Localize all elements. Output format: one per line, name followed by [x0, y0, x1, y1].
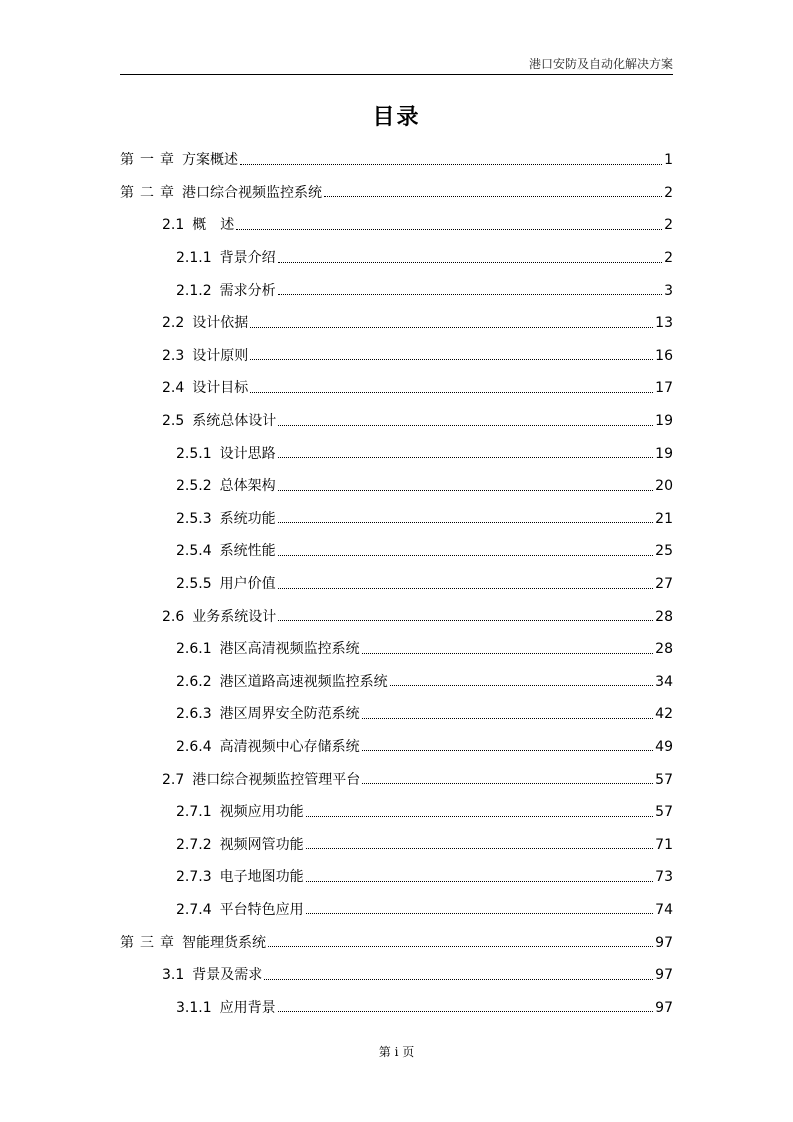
toc-entry-title: 港区周界安全防范系统	[219, 706, 360, 723]
toc-entry-title: 港口综合视频监控系统	[182, 184, 322, 201]
toc-entry-title: 智能理货系统	[182, 934, 266, 951]
toc-entry[interactable]	[120, 437, 673, 470]
toc-dot-leader	[362, 653, 654, 654]
toc-entry-page-number: 19	[655, 413, 673, 430]
toc-entry-number: 2.1.1	[176, 250, 212, 267]
toc-entry-number: 2.1	[162, 217, 185, 234]
toc-entry[interactable]	[120, 470, 673, 503]
toc-entry-number: 第一章	[120, 152, 180, 169]
toc-entry[interactable]	[120, 535, 673, 568]
toc-entry-title: 系统总体设计	[192, 413, 277, 430]
toc-entry-number: 2.7.2	[176, 836, 212, 853]
toc-entry[interactable]	[120, 600, 673, 633]
toc-dot-leader	[278, 294, 662, 295]
toc-entry-number: 第三章	[120, 934, 180, 951]
toc-entry-page-number: 34	[655, 673, 673, 690]
toc-dot-leader	[278, 620, 653, 621]
toc-dot-leader	[278, 425, 653, 426]
toc-dot-leader	[306, 816, 654, 817]
toc-entry-page-number: 27	[655, 576, 673, 593]
toc-dot-leader	[268, 946, 653, 947]
toc-dot-leader	[278, 1011, 654, 1012]
toc-dot-leader	[250, 327, 653, 328]
toc-entry-number: 2.7.3	[176, 869, 212, 886]
toc-entry-page-number: 97	[655, 999, 673, 1016]
toc-entry-page-number: 1	[664, 152, 673, 169]
toc-entry-number: 2.6.4	[176, 738, 212, 755]
toc-entry-number: 2.5.5	[176, 576, 212, 593]
toc-entry-page-number: 57	[655, 771, 673, 788]
toc-entry-number: 第二章	[120, 184, 180, 201]
toc-entry[interactable]	[120, 307, 673, 340]
toc-dot-leader	[278, 588, 654, 589]
toc-dot-leader	[278, 522, 654, 523]
toc-entry-title: 应用背景	[219, 999, 276, 1016]
toc-dot-leader	[390, 685, 654, 686]
toc-entry-title: 设计目标	[192, 380, 249, 397]
toc-dot-leader	[250, 359, 653, 360]
toc-dot-leader	[278, 555, 654, 556]
toc-entry-title: 概 述	[192, 217, 235, 234]
toc-dot-leader	[240, 164, 662, 165]
toc-entry-title: 设计思路	[219, 445, 276, 462]
toc-entry[interactable]	[120, 340, 673, 373]
toc-entry[interactable]	[120, 372, 673, 405]
toc-entry-number: 2.5.1	[176, 445, 212, 462]
toc-entry-title: 背景介绍	[219, 250, 276, 267]
toc-dot-leader	[278, 457, 654, 458]
toc-dot-leader	[306, 848, 654, 849]
toc-entry[interactable]	[120, 894, 673, 927]
toc-entry-number: 2.4	[162, 380, 185, 397]
toc-entry-page-number: 73	[655, 869, 673, 886]
toc-entry-page-number: 42	[655, 706, 673, 723]
toc-entry-number: 2.5	[162, 413, 185, 430]
toc-dot-leader	[236, 229, 662, 230]
table-of-contents	[120, 144, 673, 1024]
toc-entry-number: 2.6	[162, 608, 185, 625]
toc-entry-page-number: 28	[655, 641, 673, 658]
toc-entry-page-number: 97	[655, 967, 673, 984]
toc-entry[interactable]	[120, 209, 673, 242]
toc-entry-title: 设计依据	[192, 315, 249, 332]
toc-entry-title: 总体架构	[219, 478, 276, 495]
toc-entry[interactable]	[120, 731, 673, 764]
toc-entry[interactable]	[120, 503, 673, 536]
toc-dot-leader	[362, 718, 654, 719]
running-header: 港口安防及自动化解决方案	[528, 57, 673, 71]
toc-entry-page-number: 25	[655, 543, 673, 560]
toc-entry-page-number: 2	[664, 217, 673, 234]
toc-entry-number: 2.5.3	[176, 510, 212, 527]
toc-entry-number: 2.7	[162, 771, 185, 788]
toc-entry[interactable]	[120, 698, 673, 731]
toc-entry-page-number: 49	[655, 738, 673, 755]
header-rule	[120, 74, 673, 75]
toc-entry-page-number: 13	[655, 315, 673, 332]
toc-entry-page-number: 17	[655, 380, 673, 397]
toc-dot-leader	[278, 490, 654, 491]
toc-dot-leader	[264, 979, 653, 980]
toc-entry-title: 设计原则	[192, 347, 249, 364]
toc-entry-page-number: 74	[655, 901, 673, 918]
toc-entry-page-number: 97	[655, 934, 673, 951]
toc-entry-number: 2.5.4	[176, 543, 212, 560]
toc-entry[interactable]	[120, 144, 673, 177]
toc-entry-number: 2.6.1	[176, 641, 212, 658]
toc-entry[interactable]	[120, 861, 673, 894]
toc-entry-title: 用户价值	[219, 576, 276, 593]
toc-dot-leader	[306, 913, 654, 914]
toc-entry-title: 需求分析	[219, 282, 276, 299]
toc-entry-title: 系统功能	[219, 510, 276, 527]
toc-entry-title: 高清视频中心存储系统	[219, 738, 360, 755]
toc-entry[interactable]	[120, 991, 673, 1024]
toc-entry[interactable]	[120, 405, 673, 438]
toc-entry[interactable]	[120, 959, 673, 992]
toc-entry[interactable]	[120, 763, 673, 796]
toc-entry-number: 2.3	[162, 347, 185, 364]
toc-dot-leader	[362, 750, 654, 751]
toc-entry-number: 2.6.3	[176, 706, 212, 723]
page-title: 目录	[372, 105, 421, 130]
toc-entry-page-number: 20	[655, 478, 673, 495]
toc-entry-title: 视频网管功能	[219, 836, 304, 853]
toc-entry-title: 视频应用功能	[219, 804, 304, 821]
toc-dot-leader	[250, 392, 653, 393]
toc-entry[interactable]	[120, 177, 673, 210]
toc-entry-page-number: 28	[655, 608, 673, 625]
toc-entry-title: 背景及需求	[192, 967, 263, 984]
toc-entry-title: 港区道路高速视频监控系统	[219, 673, 388, 690]
toc-entry[interactable]	[120, 828, 673, 861]
toc-entry-title: 系统性能	[219, 543, 276, 560]
toc-entry-page-number: 57	[655, 804, 673, 821]
toc-entry-number: 2.1.2	[176, 282, 212, 299]
page-footer: 第 i 页	[378, 1045, 415, 1059]
toc-dot-leader	[278, 262, 662, 263]
toc-entry-number: 2.2	[162, 315, 185, 332]
toc-entry-number: 3.1.1	[176, 999, 212, 1016]
toc-entry[interactable]	[120, 796, 673, 829]
toc-dot-leader	[306, 881, 654, 882]
toc-entry-title: 港口综合视频监控管理平台	[192, 771, 361, 788]
toc-dot-leader	[324, 196, 662, 197]
toc-entry-page-number: 16	[655, 347, 673, 364]
toc-entry-number: 3.1	[162, 967, 185, 984]
toc-entry-page-number: 19	[655, 445, 673, 462]
toc-entry[interactable]	[120, 666, 673, 699]
toc-entry-title: 平台特色应用	[219, 901, 304, 918]
toc-entry-title: 方案概述	[182, 152, 238, 169]
toc-entry[interactable]	[120, 242, 673, 275]
toc-entry[interactable]	[120, 926, 673, 959]
toc-entry-number: 2.7.4	[176, 901, 212, 918]
toc-dot-leader	[362, 783, 653, 784]
toc-entry-page-number: 3	[664, 282, 673, 299]
toc-entry-page-number: 71	[655, 836, 673, 853]
toc-entry[interactable]	[120, 568, 673, 601]
toc-entry-page-number: 2	[664, 184, 673, 201]
toc-entry-title: 港区高清视频监控系统	[219, 641, 360, 658]
toc-entry-page-number: 21	[655, 510, 673, 527]
toc-entry-number: 2.7.1	[176, 804, 212, 821]
toc-entry-number: 2.5.2	[176, 478, 212, 495]
toc-entry-title: 业务系统设计	[192, 608, 277, 625]
toc-entry[interactable]	[120, 633, 673, 666]
toc-entry-page-number: 2	[664, 250, 673, 267]
toc-entry[interactable]	[120, 274, 673, 307]
toc-entry-title: 电子地图功能	[219, 869, 304, 886]
toc-entry-number: 2.6.2	[176, 673, 212, 690]
